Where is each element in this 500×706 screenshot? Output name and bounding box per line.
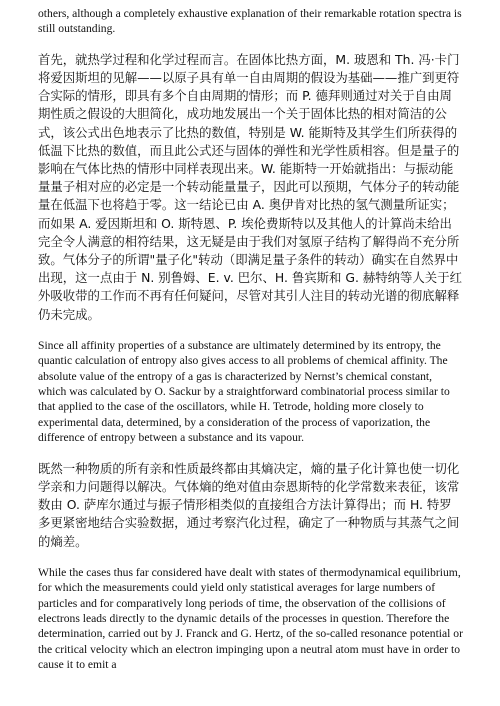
paragraph-zh-1: 首先，就热学过程和化学过程而言。在固体比热方面，M. 玻恩和 Th. 冯·卡门将爱因斯坦的见解——以原子具有单一自由周期的假设为基础——推广到更符合实际的情形，即具有多个自由周期的情形；而 P. 德拜则通过对关于自由周期性质之假设的大胆简化，成功地发展出一个关于固体比热的相对简洁的公式，该公式出色地表示了比热的数值，特别是 W. 能斯特及其学生们所获得的低温下比热的数值，而且此公式还与固体的弹性和光学性质相容。但是量子的影响在气体比热的情形中同样表现出来。W. 能斯特一开始就指出：与振动能量量子相对应的必定是一个转动能量量子，因此可以预期，气体分子的转动能量在低温下也将趋于零。这一结论已由 A. 奥伊肯对比热的氢气测量所证实；而如果 A. 爱因斯坦和 O. 斯特恩、P. 埃伦费斯特以及其他人的计算尚未给出完全令人满意的相符结果，这无疑是由于我们对氢原子结构了解得尚不充分所致。气体分子的所谓"量子化"转动（即满足量子条件的转动）确实在自然界中出现，这一点由于 N. 别鲁姆、E. v. 巴尔、H. 鲁宾斯和 G. 赫特纳等人关于红外吸收带的工作而不再有任何疑问，尽管对其引人注目的转动光谱的彻底解释仍未完成。 [38,51,462,322]
paragraph-en-2: Since all affinity properties of a substance are ultimately determined by its entropy, the quantic calculation of entropy also gives access to all problems of chemical affinity. The absolute value of the entropy of a gas is characterized by Nernst’s chemical constant, which was calculated by O. Sackur by a straightforward combinatorial process similar to that applied to the case of the oscillators, while H. Tetrode, holding more closely to experimental data, determined, by a consideration of the process of vaporization, the difference of entropy between a substance and its vapour. [38,338,450,445]
paragraph-zh-2: 既然一种物质的所有亲和性质最终都由其熵决定，熵的量子化计算也使一切化学亲和力问题得以解决。气体熵的绝对值由奈恩斯特的化学常数来表征，该常数由 O. 萨库尔通过与振子情形相类似的直接组合方法计算得出；而 H. 特罗多更紧密地结合实验数据，通过考察汽化过程，确定了一种物质与其蒸气之间的熵差。 [38,460,460,549]
paragraph-en-1: others, although a completely exhaustive explanation of their remarkable rotation spectra is still outstanding. [38,7,462,36]
paragraph-en-3: While the cases thus far considered have dealt with states of thermodynamical equilibrium, for which the measurements could yield only statistical averages for large numbers of particles and for comparatively long periods of time, the observation of the collisions of electrons leads directly to the dynamic details of the processes in question. Therefore the determination, carried out by J. Franck and G. Hertz, of the so-called resonance potential or the critical velocity which an electron impinging upon a neutral atom must have in order to cause it to emit a [38,565,463,672]
document-page [38,0,463,687]
